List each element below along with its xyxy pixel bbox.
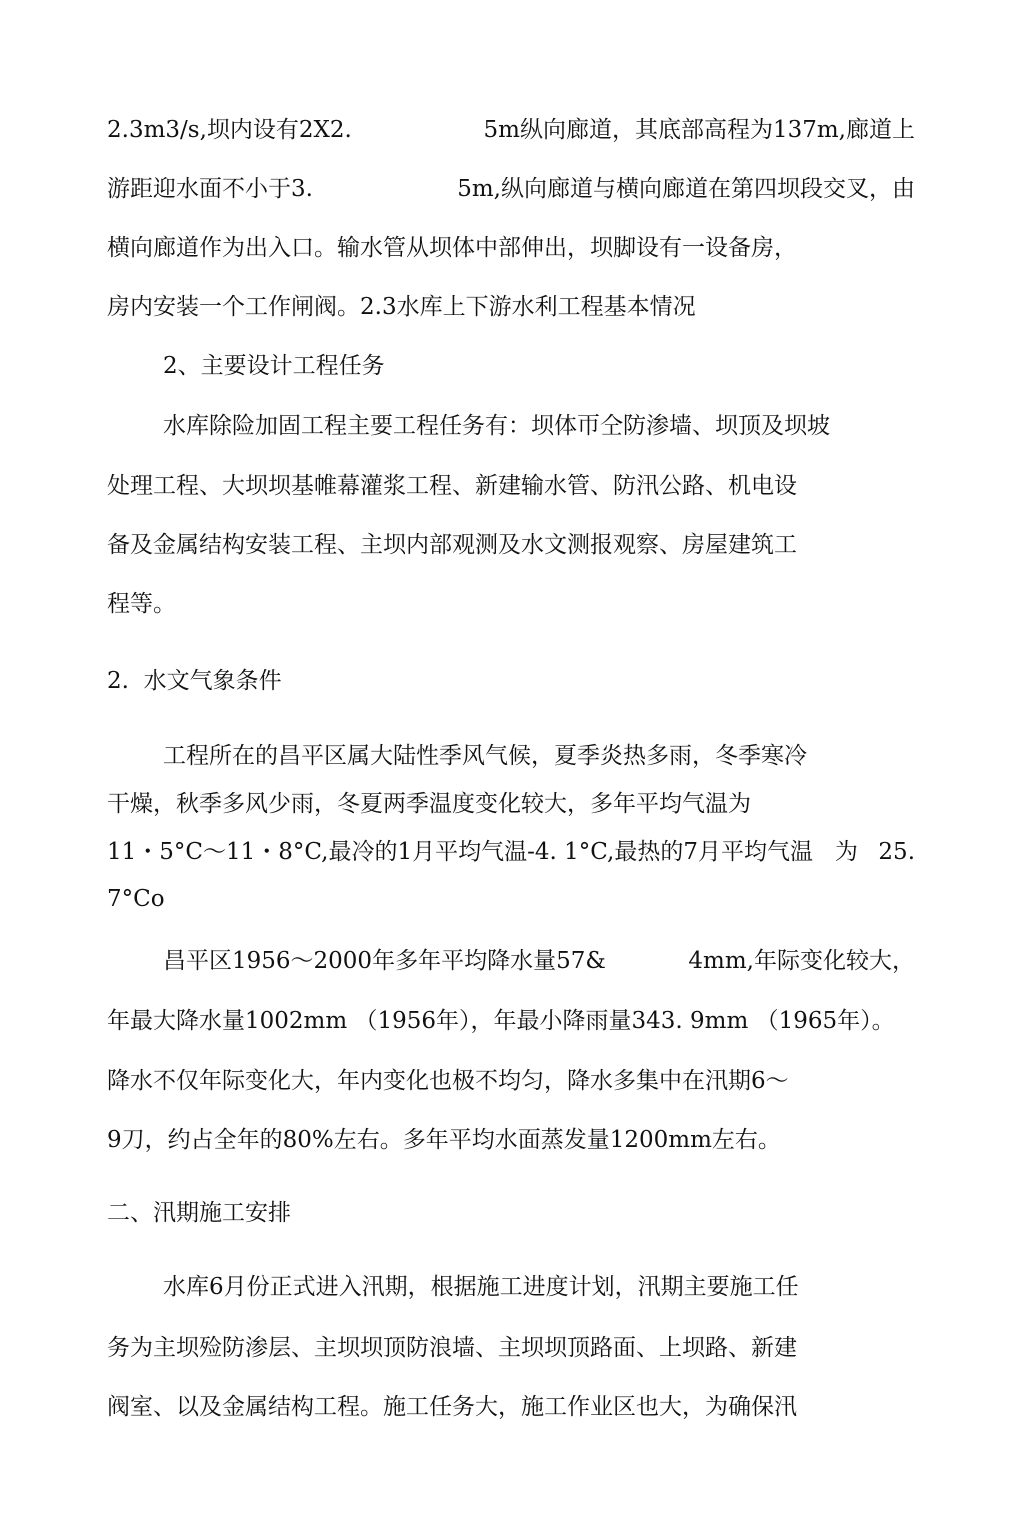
paragraph-line: 9刀，约占全年的80%左右。多年平均水面蒸发量1200mm左右。 — [107, 1127, 781, 1153]
paragraph-line: 水库除险加固工程主要工程任务有：坝体帀仝防渗墙、坝顶及坝坡 — [163, 413, 830, 439]
paragraph-line — [107, 115, 915, 145]
paragraph-line: 处理工程、大坝坝基帷幕灌浆工程、新建输水管、防汛公路、机电设 — [107, 473, 797, 499]
section-heading: 2、主要设计工程任务 — [163, 353, 385, 379]
paragraph-line: 年最大降水量1002mm （1956年），年最小降雨量343. 9mm （1965年）。 — [107, 1008, 895, 1034]
paragraph-line: 程等。 — [107, 591, 176, 617]
paragraph-line: 阀室、以及金属结构工程。施工任务大，施工作业区也大，为确保汛 — [107, 1394, 797, 1420]
paragraph-line: 干燥，秋季多风少雨，冬夏两季温度变化较大，多年平均气温为 — [107, 791, 751, 817]
paragraph-line: 水库6月份正式进入汛期，根据施工进度计划，汛期主要施工任 — [163, 1274, 799, 1300]
paragraph-line — [163, 946, 915, 976]
line-segment-left: 游距迎水面不小于3. — [107, 176, 313, 202]
line-segment-right: 5m纵向廊道，其底部高程为137m,廊道上 — [483, 117, 915, 143]
paragraph-line: 工程所在的昌平区属大陆性季风气候，夏季炎热多雨，冬季寒冷 — [163, 743, 807, 769]
line-segment-left: 11・5°C〜11・8°C,最冷的1月平均气温-4. 1°C,最热的7月平均气温 为 — [107, 839, 858, 865]
line-segment-right: 5m,纵向廊道与横向廊道在第四坝段交叉，由 — [457, 176, 915, 202]
paragraph-line: 降水不仅年际变化大，年内变化也极不均匀，降水多集中在汛期6〜 — [107, 1068, 789, 1094]
line-segment-left: 2.3m3/s,坝内设有2X2. — [107, 117, 352, 143]
paragraph-line: 务为主坝殓防渗层、主坝坝顶防浪墙、主坝坝顶路面、上坝路、新建 — [107, 1335, 797, 1361]
line-segment-left: 昌平区1956〜2000年多年平均降水量57& — [163, 948, 606, 974]
line-segment-right: 25. — [878, 839, 915, 865]
paragraph-line: 7°Co — [107, 886, 165, 912]
paragraph-line — [107, 174, 915, 204]
paragraph-line: 房内安装一个工作闸阀。2.3水库上下游水利工程基本情况 — [107, 294, 696, 320]
paragraph-line: 横向廊道作为出入口。输水管从坝体中部伸出，坝脚设有一设备房， — [107, 235, 797, 261]
paragraph-line: 备及金属结构安装工程、主坝内部观测及水文测报观察、房屋建筑工 — [107, 532, 797, 558]
line-segment-right: 4mm,年际变化较大， — [688, 948, 915, 974]
section-heading: 二、汛期施工安排 — [107, 1200, 291, 1226]
section-heading: 2. 水文气象条件 — [107, 668, 282, 694]
paragraph-line — [107, 837, 915, 867]
